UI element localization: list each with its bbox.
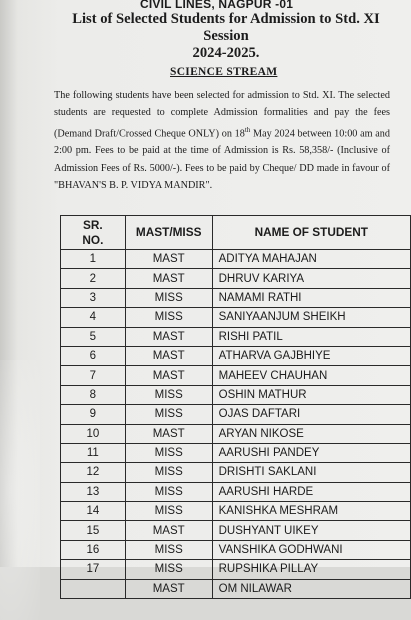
notice-text-1: The following students have been selected for admission to Std. XI. The selected students are requested to complete Admission formalities and pay the fees (Demand Draft/Crossed Cheque ONLY) on xyxy=(54,90,390,139)
sr-no-cell: 4 xyxy=(61,308,126,327)
student-name-cell: RISHI PATIL xyxy=(212,327,410,346)
salutation-cell: MISS xyxy=(125,502,212,521)
salutation-cell: MAST xyxy=(125,269,212,288)
salutation-cell: MAST xyxy=(125,521,212,540)
title-line-1: List of Selected Students for Admission to Std. XI Session xyxy=(72,11,380,44)
header-salutation: MAST/MISS xyxy=(125,216,212,250)
sr-no-cell: 3 xyxy=(61,288,126,307)
header-sr-line-2: NO. xyxy=(82,232,104,247)
student-name-cell: SANIYAANJUM SHEIKH xyxy=(212,308,410,327)
table-row xyxy=(61,502,411,521)
student-name-cell: ARYAN NIKOSE xyxy=(212,424,410,443)
table-row xyxy=(61,269,411,288)
header-student-name: NAME OF STUDENT xyxy=(212,216,410,250)
salutation-cell: MAST xyxy=(125,424,212,443)
salutation-cell: MISS xyxy=(125,463,212,482)
salutation-cell: MISS xyxy=(125,308,212,327)
sr-no-cell: 11 xyxy=(61,443,126,462)
salutation-cell: MISS xyxy=(125,482,212,501)
salutation-cell: MISS xyxy=(125,443,212,462)
sr-no-cell: 13 xyxy=(61,482,126,501)
student-name-cell: OJAS DAFTARI xyxy=(212,405,410,424)
table-row xyxy=(61,346,411,365)
sr-no-cell: 7 xyxy=(61,366,126,385)
student-name-cell: AARUSHI PANDEY xyxy=(212,443,410,462)
sr-no-cell xyxy=(61,579,126,598)
notice-day: 18 xyxy=(234,127,245,139)
student-name-cell: AARUSHI HARDE xyxy=(212,482,410,501)
title-line-2: 2024-2025. xyxy=(192,45,260,61)
table-row xyxy=(61,560,411,579)
sr-no-cell: 5 xyxy=(61,327,126,346)
table-row xyxy=(61,385,411,404)
salutation-cell: MISS xyxy=(125,405,212,424)
notice-text-2: May 2024 between 10:00 am and 2:00 pm. Fees to be paid at the time of Admission is Rs. 58,358/- (Inclusive of Admission Fees of Rs. 5000/-). Fees to be paid by Cheque/ DD made in favour of "BHAVAN'S B. P. VIDYA MANDIR". xyxy=(54,127,390,191)
student-name-cell: DHRUV KARIYA xyxy=(212,269,410,288)
sr-no-cell: 10 xyxy=(61,424,126,443)
table-row xyxy=(61,463,411,482)
document-title xyxy=(56,11,396,62)
sr-no-cell: 16 xyxy=(61,540,126,559)
table-row xyxy=(61,308,411,327)
sr-no-cell: 1 xyxy=(61,250,126,269)
table-row xyxy=(61,443,411,462)
student-name-cell: ATHARVA GAJBHIYE xyxy=(212,346,410,365)
student-name-cell: ADITYA MAHAJAN xyxy=(212,250,410,269)
salutation-cell: MISS xyxy=(125,560,212,579)
table-row xyxy=(61,327,411,346)
table-row xyxy=(61,288,411,307)
salutation-cell: MISS xyxy=(125,385,212,404)
salutation-cell: MISS xyxy=(125,288,212,307)
salutation-cell: MAST xyxy=(125,327,212,346)
table-row xyxy=(61,482,411,501)
sr-no-cell: 8 xyxy=(61,385,126,404)
notice-paragraph xyxy=(54,87,390,194)
sr-no-cell: 6 xyxy=(61,346,126,365)
salutation-cell: MAST xyxy=(125,250,212,269)
student-name-cell: OSHIN MATHUR xyxy=(212,385,410,404)
table-row xyxy=(61,424,411,443)
sr-no-cell: 15 xyxy=(61,521,126,540)
student-name-cell: MAHEEV CHAUHAN xyxy=(212,366,410,385)
student-name-cell: OM NILAWAR xyxy=(212,579,410,598)
salutation-cell: MAST xyxy=(125,579,212,598)
header-sr-no xyxy=(61,216,126,250)
sr-no-cell: 12 xyxy=(61,463,126,482)
salutation-cell: MAST xyxy=(125,346,212,365)
photo-glare xyxy=(0,360,40,620)
sr-no-cell: 2 xyxy=(61,269,126,288)
table-row xyxy=(61,366,411,385)
student-name-cell: RUPSHIKA PILLAY xyxy=(212,560,410,579)
table-row xyxy=(61,540,411,559)
table-row xyxy=(61,405,411,424)
student-name-cell: DRISHTI SAKLANI xyxy=(212,463,410,482)
salutation-cell: MISS xyxy=(125,540,212,559)
table-row xyxy=(61,250,411,269)
notice-day-suffix: th xyxy=(244,125,251,134)
stream-heading: SCIENCE STREAM xyxy=(170,66,278,78)
student-name-cell: KANISHKA MESHRAM xyxy=(212,502,410,521)
table-row xyxy=(61,579,411,598)
salutation-cell: MAST xyxy=(125,366,212,385)
table-row xyxy=(61,521,411,540)
selected-students-table xyxy=(60,215,411,599)
sr-no-cell: 17 xyxy=(61,560,126,579)
table-header-row xyxy=(61,216,411,250)
student-name-cell: DUSHYANT UIKEY xyxy=(212,521,410,540)
student-name-cell: VANSHIKA GODHWANI xyxy=(212,540,410,559)
student-name-cell: NAMAMI RATHI xyxy=(212,288,410,307)
sr-no-cell: 9 xyxy=(61,405,126,424)
school-address: CIVIL LINES, NAGPUR -01 xyxy=(140,0,294,11)
header-sr-line-1: SR. xyxy=(83,217,103,232)
sr-no-cell: 14 xyxy=(61,502,126,521)
